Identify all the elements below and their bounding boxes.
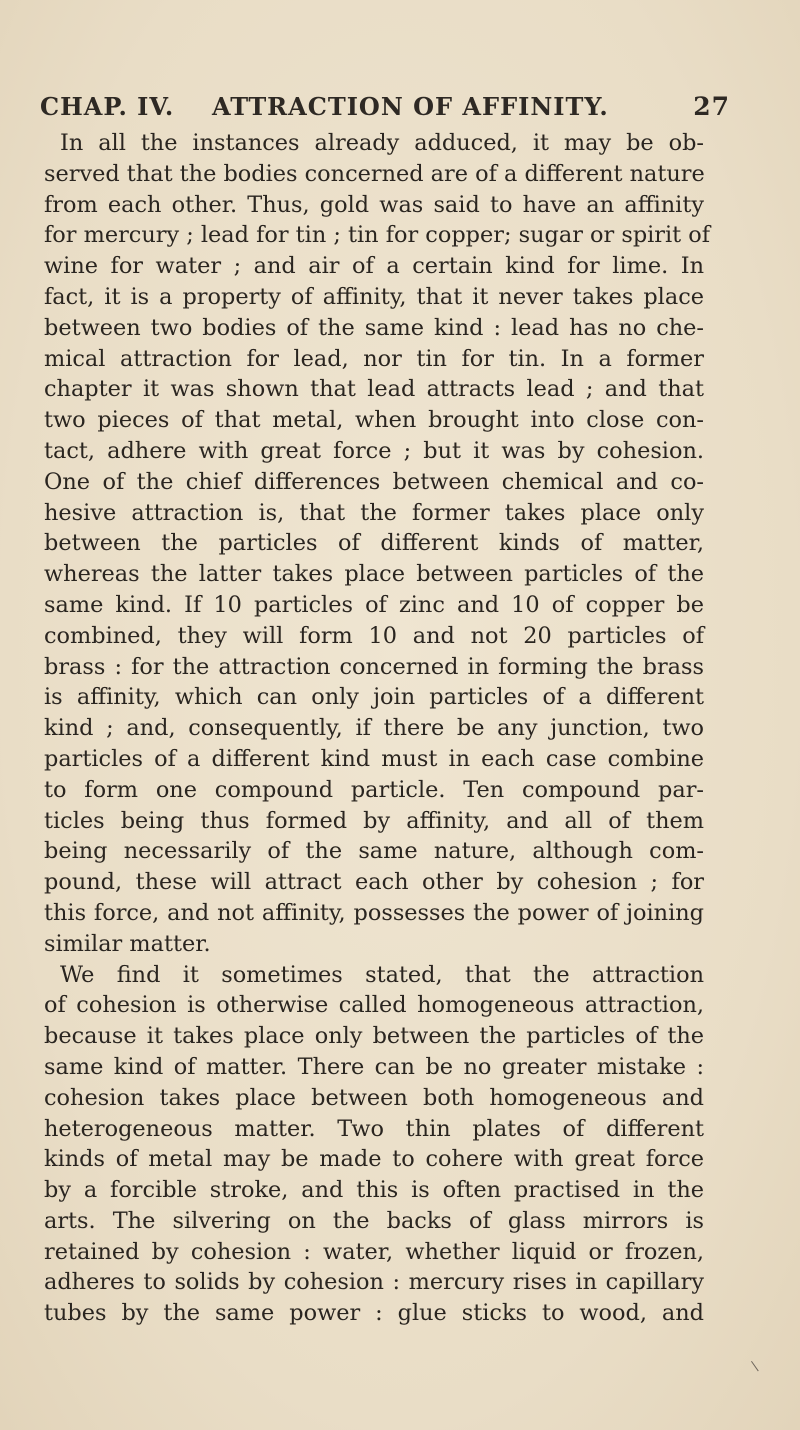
text-line: kinds of metal may be made to cohere with great force — [44, 1146, 704, 1173]
text-line: kind ; and, consequently, if there be any junction, two — [44, 715, 704, 742]
text-line: particles of a different kind must in each case combine — [44, 745, 704, 772]
text-line: wine for water ; and air of a certain kind for lime. In — [44, 253, 704, 280]
text-line: between two bodies of the same kind : lead has no che- — [44, 314, 704, 341]
text-line: In all the instances already adduced, it may be ob- — [60, 130, 704, 156]
text-line: to form one compound particle. Ten compound par- — [44, 776, 704, 803]
body-text — [44, 128, 711, 1329]
text-line: is affinity, which can only join particles of a different — [44, 684, 704, 711]
text-line: adheres to solids by cohesion : mercury rises in capillary — [44, 1269, 704, 1296]
chapter-label: CHAP. IV. — [40, 92, 175, 121]
text-line: for mercury ; lead for tin ; tin for copper; sugar or spirit of — [44, 222, 711, 249]
text-line: tact, adhere with great force ; but it was by cohesion. — [44, 437, 704, 464]
text-line: cohesion takes place between both homogeneous and — [44, 1084, 704, 1111]
text-line: because it takes place only between the particles of the — [44, 1023, 704, 1050]
text-line: whereas the latter takes place between particles of the — [44, 561, 704, 588]
text-line: One of the chief differences between chemical and co- — [44, 468, 704, 495]
text-line: retained by cohesion : water, whether liquid or frozen, — [44, 1238, 704, 1265]
text-line: two pieces of that metal, when brought into close con- — [44, 407, 704, 434]
text-line: by a forcible stroke, and this is often practised in the — [44, 1177, 704, 1204]
text-line: similar matter. — [44, 930, 211, 957]
text-line: mical attraction for lead, nor tin for tin. In a former — [44, 345, 704, 372]
text-line: this force, and not affinity, possesses the power of joining — [44, 899, 704, 926]
text-line: We find it sometimes stated, that the attraction — [60, 961, 704, 988]
text-line: fact, it is a property of affinity, that it never takes place — [44, 283, 704, 310]
text-line: chapter it was shown that lead attracts lead ; and that — [44, 376, 704, 403]
text-line: same kind. If 10 particles of zinc and 10 of copper be — [44, 591, 704, 618]
text-line: of cohesion is otherwise called homogeneous attraction, — [44, 992, 704, 1019]
text-line: being necessarily of the same nature, although com- — [44, 838, 704, 865]
text-line: same kind of matter. There can be no greater mistake : — [44, 1053, 704, 1080]
text-line: arts. The silvering on the backs of glass mirrors is — [44, 1207, 704, 1234]
text-line: from each other. Thus, gold was said to have an affinity — [44, 191, 704, 218]
page-number: 27 — [693, 92, 730, 121]
running-title: ATTRACTION OF AFFINITY. — [212, 92, 609, 121]
text-line: pound, these will attract each other by cohesion ; for — [44, 869, 704, 896]
text-line: hesive attraction is, that the former takes place only — [44, 499, 704, 526]
text-line: heterogeneous matter. Two thin plates of different — [44, 1115, 704, 1142]
text-line: served that the bodies concerned are of a different nature — [44, 160, 705, 187]
text-line: tubes by the same power : glue sticks to wood, and — [44, 1300, 704, 1327]
text-line: combined, they will form 10 and not 20 particles of — [44, 622, 704, 649]
text-line: between the particles of different kinds of matter, — [44, 530, 704, 557]
text-line: brass : for the attraction concerned in forming the brass — [44, 653, 704, 680]
running-head — [40, 92, 730, 132]
ink-speck — [751, 1359, 762, 1372]
text-line: ticles being thus formed by affinity, and all of them — [44, 807, 704, 834]
